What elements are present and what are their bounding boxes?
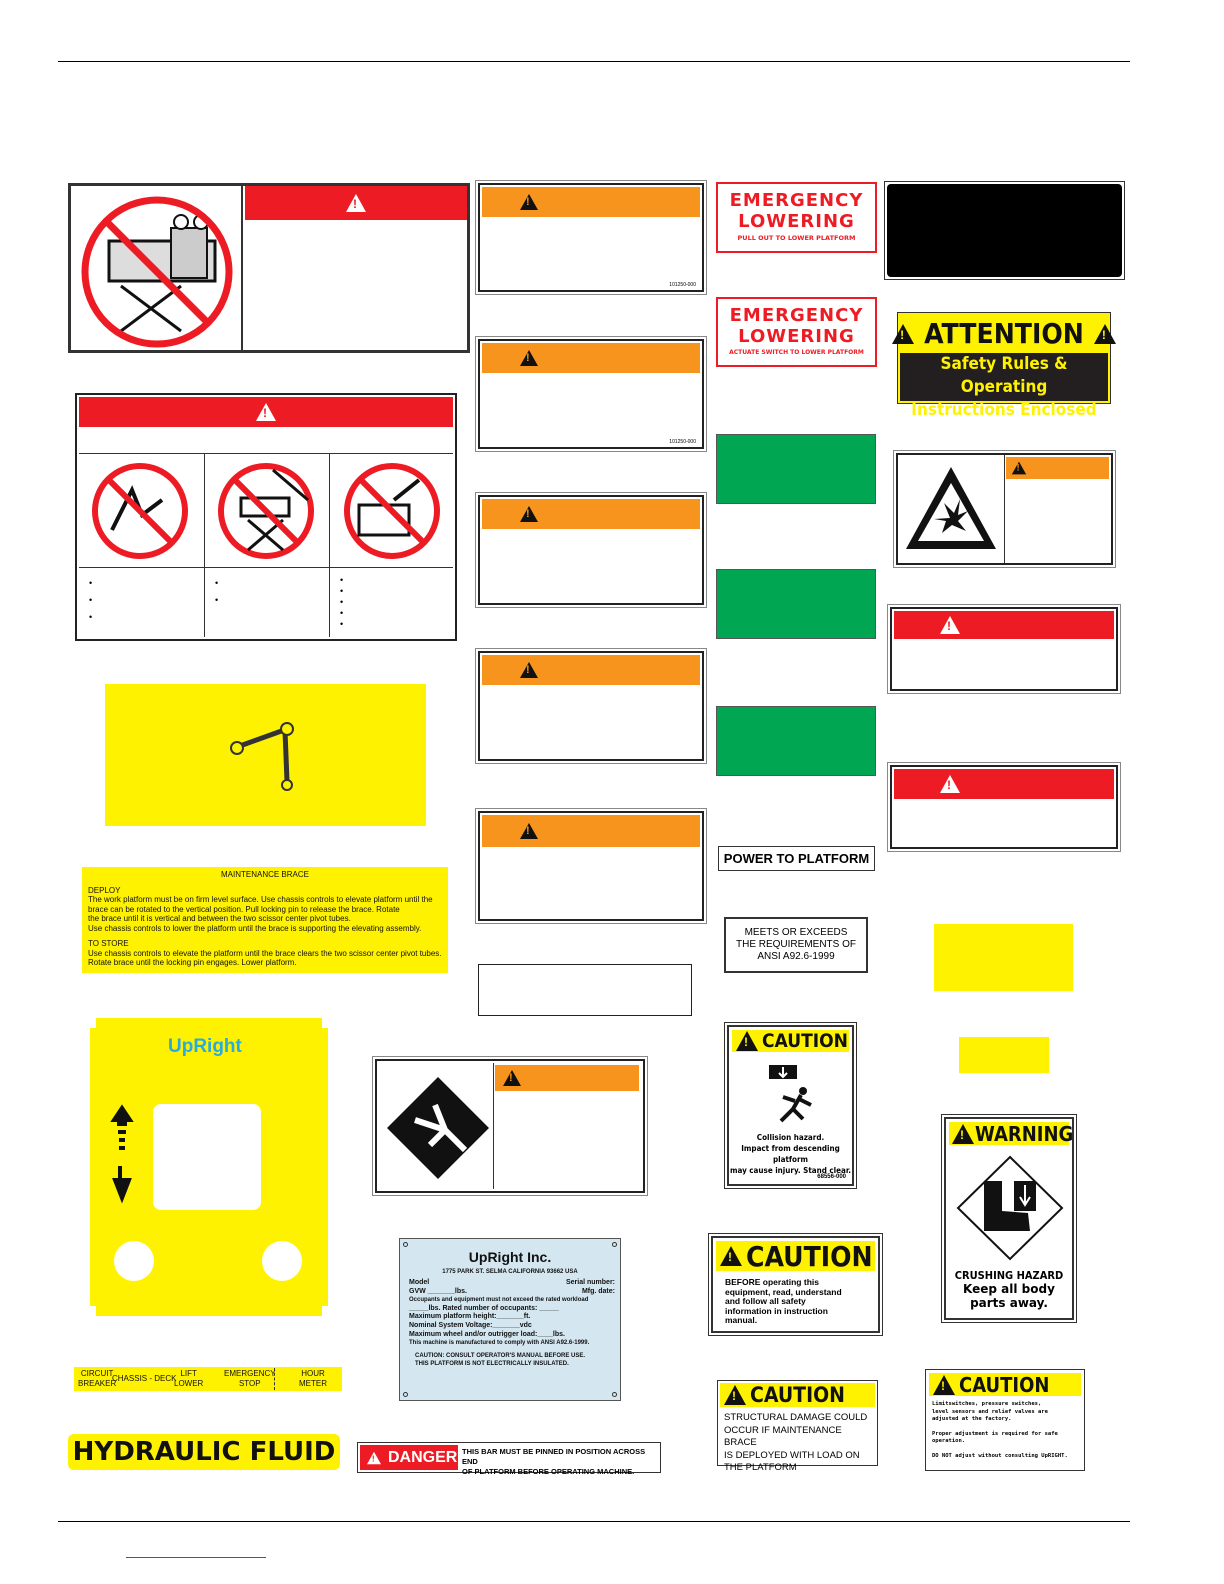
- caution-text: Proper adjustment is required for safe: [932, 1430, 1058, 1437]
- multi-hazard-decal: [75, 393, 457, 641]
- caution-text: level sensors and relief valves are: [932, 1408, 1048, 1415]
- plate-mfg: Mfg. date:: [581, 1287, 615, 1295]
- brace-icon: [225, 719, 305, 794]
- prohibition-pictogram: [71, 186, 243, 350]
- caution-structural-decal: [717, 1380, 878, 1473]
- emergency-title: EMERGENCY: [729, 190, 864, 211]
- brace-pictogram-decal: [105, 684, 426, 826]
- no-riding-decal: [68, 183, 470, 353]
- deploy-text: the brace until it is vertical and between the two scissor center pivot tubes.: [88, 914, 351, 923]
- caution-text: IS DEPLOYED WITH LOAD ON: [724, 1449, 860, 1461]
- warning-triangle-icon: [933, 1375, 955, 1395]
- power-to-platform-decal: [718, 846, 875, 871]
- plate-gvw: GVW _______lbs.: [409, 1287, 467, 1295]
- hydraulic-fluid-decal: [68, 1434, 340, 1470]
- black-decal: [884, 181, 1125, 280]
- caution-text: Limitswitches, pressure switches,: [932, 1401, 1042, 1407]
- warning-triangle-icon: [940, 775, 960, 793]
- electrocution-icon: [213, 460, 319, 562]
- emergency-instruction: PULL OUT TO LOWER PLATFORM: [737, 234, 856, 242]
- caution-label: CAUTION: [959, 1372, 1050, 1397]
- emergency-title: EMERGENCY: [729, 305, 864, 326]
- warning-text: parts away.: [970, 1296, 1048, 1310]
- blank-label: [478, 964, 692, 1016]
- warning-triangle-icon: [1012, 462, 1026, 475]
- caution-header: [929, 1373, 1081, 1396]
- warning-decal-5: [478, 811, 704, 921]
- lowering-title: LOWERING: [738, 211, 855, 232]
- warning-header: [482, 655, 700, 685]
- caution-header: [716, 1241, 875, 1271]
- danger-header: [79, 397, 453, 427]
- danger-label: DANGER: [388, 1448, 458, 1466]
- warning-triangle-icon: [520, 194, 538, 210]
- decal-code: 101250-000: [669, 439, 696, 445]
- danger-header: [894, 611, 1114, 639]
- pinch-hazard-decal: [375, 1059, 645, 1193]
- danger-bar-decal: [357, 1442, 661, 1476]
- warning-header: [482, 187, 700, 217]
- caution-text: THE PLATFORM: [724, 1462, 797, 1473]
- ansi-text: MEETS OR EXCEEDS: [744, 927, 848, 938]
- warning-label: WARNING: [975, 1121, 1074, 1146]
- danger-header: [894, 769, 1114, 799]
- lift-label: LIFT: [180, 1369, 197, 1378]
- danger-decal-2: [890, 765, 1118, 849]
- warning-triangle-icon: [1094, 324, 1116, 344]
- danger-bar-text: THIS BAR MUST BE PINNED IN POSITION ACROSS END: [462, 1447, 646, 1466]
- warning-triangle-icon: [503, 1070, 521, 1086]
- bullet-list: • • •: [89, 578, 93, 622]
- emergency-label: EMERGENCY: [224, 1369, 276, 1378]
- caution-text: Collision hazard.: [756, 1133, 825, 1142]
- caution-text: STRUCTURAL DAMAGE COULD: [724, 1412, 868, 1423]
- deploy-text: The work platform must be on firm level surface. Use chassis controls to elevate platform until the: [88, 895, 433, 904]
- circuit-label: CIRCUIT: [80, 1369, 114, 1378]
- store-text: Rotate brace until the locking pin engages. Lower platform.: [88, 958, 297, 967]
- meter-label: METER: [299, 1379, 327, 1388]
- deploy-heading: DEPLOY: [88, 885, 121, 895]
- warning-triangle-icon: [256, 403, 276, 421]
- serial-plate: [399, 1238, 621, 1401]
- control-panel-decal: [90, 1018, 328, 1316]
- lower-label: LOWER: [174, 1379, 204, 1388]
- power-label: POWER TO PLATFORM: [723, 851, 870, 866]
- header-rule: [58, 61, 1130, 62]
- caution-text: may cause injury. Stand clear.: [729, 1166, 852, 1175]
- warning-triangle-icon: [520, 350, 538, 366]
- warning-triangle-icon: [736, 1031, 758, 1051]
- caution-text: BEFORE operating this: [725, 1277, 819, 1287]
- yellow-blank-decal-2: [959, 1037, 1049, 1073]
- caution-text: adjusted at the factory.: [932, 1416, 1012, 1422]
- danger-decal-1: [890, 607, 1118, 691]
- plate-model: Model: [409, 1279, 430, 1286]
- warning-triangle-icon: [720, 1246, 742, 1266]
- plate-compliance: This machine is manufactured to comply with ANSI A92.6-1999.: [409, 1340, 590, 1347]
- caution-limitswitch-decal: [925, 1369, 1085, 1471]
- explosion-hazard-icon: [902, 463, 1000, 555]
- warning-triangle-icon: [952, 1124, 974, 1144]
- warning-header: [1006, 457, 1109, 479]
- danger-bar-text: OF PLATFORM BEFORE OPERATING MACHINE.: [462, 1467, 635, 1476]
- warning-triangle-icon: [520, 506, 538, 522]
- attention-text: Safety Rules & Operating: [940, 354, 1068, 397]
- plate-occupants: Occupants and equipment must not exceed the rated workload: [409, 1297, 589, 1304]
- crushing-hazard-decal: [944, 1117, 1074, 1320]
- warning-decal-4: [478, 651, 704, 761]
- lowering-title: LOWERING: [738, 326, 855, 347]
- maintenance-title: MAINTENANCE BRACE: [220, 870, 309, 879]
- warning-header: [495, 1065, 639, 1091]
- store-text: Use chassis controls to elevate the platform until the brace clears the two scissor center pivot tubes.: [88, 948, 442, 958]
- attention-text: Instructions Enclosed: [911, 400, 1097, 420]
- caution-label: CAUTION: [762, 1030, 848, 1052]
- pinch-hazard-icon: [385, 1075, 491, 1181]
- ansi-text: THE REQUIREMENTS OF: [735, 939, 856, 950]
- stop-label: STOP: [238, 1379, 261, 1388]
- store-heading: TO STORE: [88, 939, 129, 948]
- warning-decal-1: [478, 183, 704, 292]
- plate-wheel-load: Maximum wheel and/or outrigger load:____lbs.: [409, 1330, 565, 1338]
- warning-decal-3: [478, 495, 704, 605]
- explosion-hazard-decal: [896, 453, 1113, 565]
- caution-collision-decal: [727, 1025, 854, 1186]
- caution-text: Impact from descending platform: [741, 1144, 840, 1164]
- yellow-blank-decal-1: [934, 924, 1073, 991]
- panel-label-strip: [74, 1367, 342, 1391]
- fall-hazard-icon: [339, 460, 445, 562]
- caution-text: operation.: [932, 1438, 966, 1444]
- panel-shape: [90, 1018, 328, 1316]
- footer-rule: [58, 1521, 1130, 1522]
- caution-header: [720, 1383, 875, 1407]
- caution-text: OCCUR IF MAINTENANCE BRACE: [724, 1424, 842, 1448]
- emergency-lowering-decal: [716, 297, 877, 367]
- upright-logo: UpRight: [168, 1036, 242, 1057]
- warning-triangle-icon: [520, 823, 538, 839]
- green-decal-3: [716, 706, 876, 776]
- warning-triangle-icon: [367, 1451, 381, 1464]
- bullet-list: • • • • •: [340, 575, 344, 629]
- green-decal-1: [716, 434, 876, 504]
- warning-text: Keep all body: [963, 1282, 1055, 1296]
- warning-triangle-icon: [724, 1385, 746, 1405]
- no-riders-icon: [71, 186, 243, 350]
- attention-decal: [897, 312, 1111, 420]
- breaker-label: BREAKER: [78, 1379, 117, 1388]
- attention-title: ATTENTION: [924, 317, 1084, 350]
- plate-voltage: Nominal System Voltage:_______vdc: [409, 1321, 532, 1329]
- plate-height: Maximum platform height:_______ft.: [409, 1313, 531, 1321]
- caution-text: and follow all safety: [725, 1296, 806, 1306]
- caution-header: [732, 1030, 849, 1052]
- warning-header: [482, 343, 700, 373]
- decal-code: 68556-000: [817, 1174, 846, 1180]
- crushing-hazard-icon: [952, 1151, 1068, 1265]
- warning-header: [482, 815, 700, 847]
- caution-label: CAUTION: [750, 1383, 845, 1407]
- caution-text: information in instruction: [725, 1305, 828, 1316]
- plate-caution: CAUTION: CONSULT OPERATOR'S MANUAL BEFORE USE.: [415, 1352, 585, 1359]
- plate-title: UpRight Inc.: [468, 1249, 552, 1265]
- caution-text: DO NOT adjust without consulting UpRIGHT.: [932, 1452, 1068, 1459]
- bullet-list: • •: [215, 578, 219, 605]
- hour-label: HOUR: [301, 1369, 325, 1378]
- plate-address: 1775 PARK ST. SELMA CALIFORNIA 93662 USA: [442, 1269, 578, 1275]
- plate-serial: Serial number:: [565, 1279, 615, 1286]
- ansi-text: ANSI A92.6-1999: [757, 951, 835, 962]
- warning-triangle-icon: [940, 616, 960, 634]
- caution-text: equipment, read, understand: [725, 1286, 842, 1297]
- emergency-instruction: ACTUATE SWITCH TO LOWER PLATFORM: [729, 349, 864, 356]
- warning-text: CRUSHING HAZARD: [954, 1269, 1064, 1282]
- footer-link-underline[interactable]: [126, 1557, 266, 1558]
- plate-occupants: _____lbs. Rated number of occupants: _____: [409, 1304, 559, 1312]
- deploy-text: brace can be rotated to the vertical position. Pull locking pin to release the brace. Rotate: [88, 904, 400, 914]
- caution-label: CAUTION: [746, 1239, 873, 1273]
- deploy-text: Use chassis controls to lower the platform until the brace is supporting the elevating assembly.: [88, 923, 422, 933]
- plate-caution: THIS PLATFORM IS NOT ELECTRICALLY INSULATED.: [415, 1361, 569, 1368]
- warning-decal-2: [478, 339, 704, 449]
- decal-code: 101250-000: [669, 282, 696, 288]
- ansi-decal: [724, 917, 868, 973]
- tip-over-icon: [87, 460, 193, 562]
- emergency-lowering-decal: [716, 182, 877, 253]
- caution-before-decal: [711, 1236, 880, 1333]
- warning-triangle-icon: [892, 324, 914, 344]
- hydraulic-fluid-label: HYDRAULIC FLUID: [72, 1437, 336, 1467]
- warning-triangle-icon: [520, 662, 538, 678]
- maintenance-brace-decal: [82, 867, 448, 973]
- caution-text: manual.: [725, 1315, 758, 1325]
- green-decal-2: [716, 569, 876, 639]
- collision-hazard-icon: [759, 1063, 823, 1125]
- danger-header: [245, 186, 467, 220]
- chassis-deck-label: CHASSIS - DECK: [112, 1374, 177, 1383]
- warning-header: [949, 1121, 1074, 1146]
- warning-triangle-icon: [346, 194, 366, 212]
- warning-header: [482, 499, 700, 529]
